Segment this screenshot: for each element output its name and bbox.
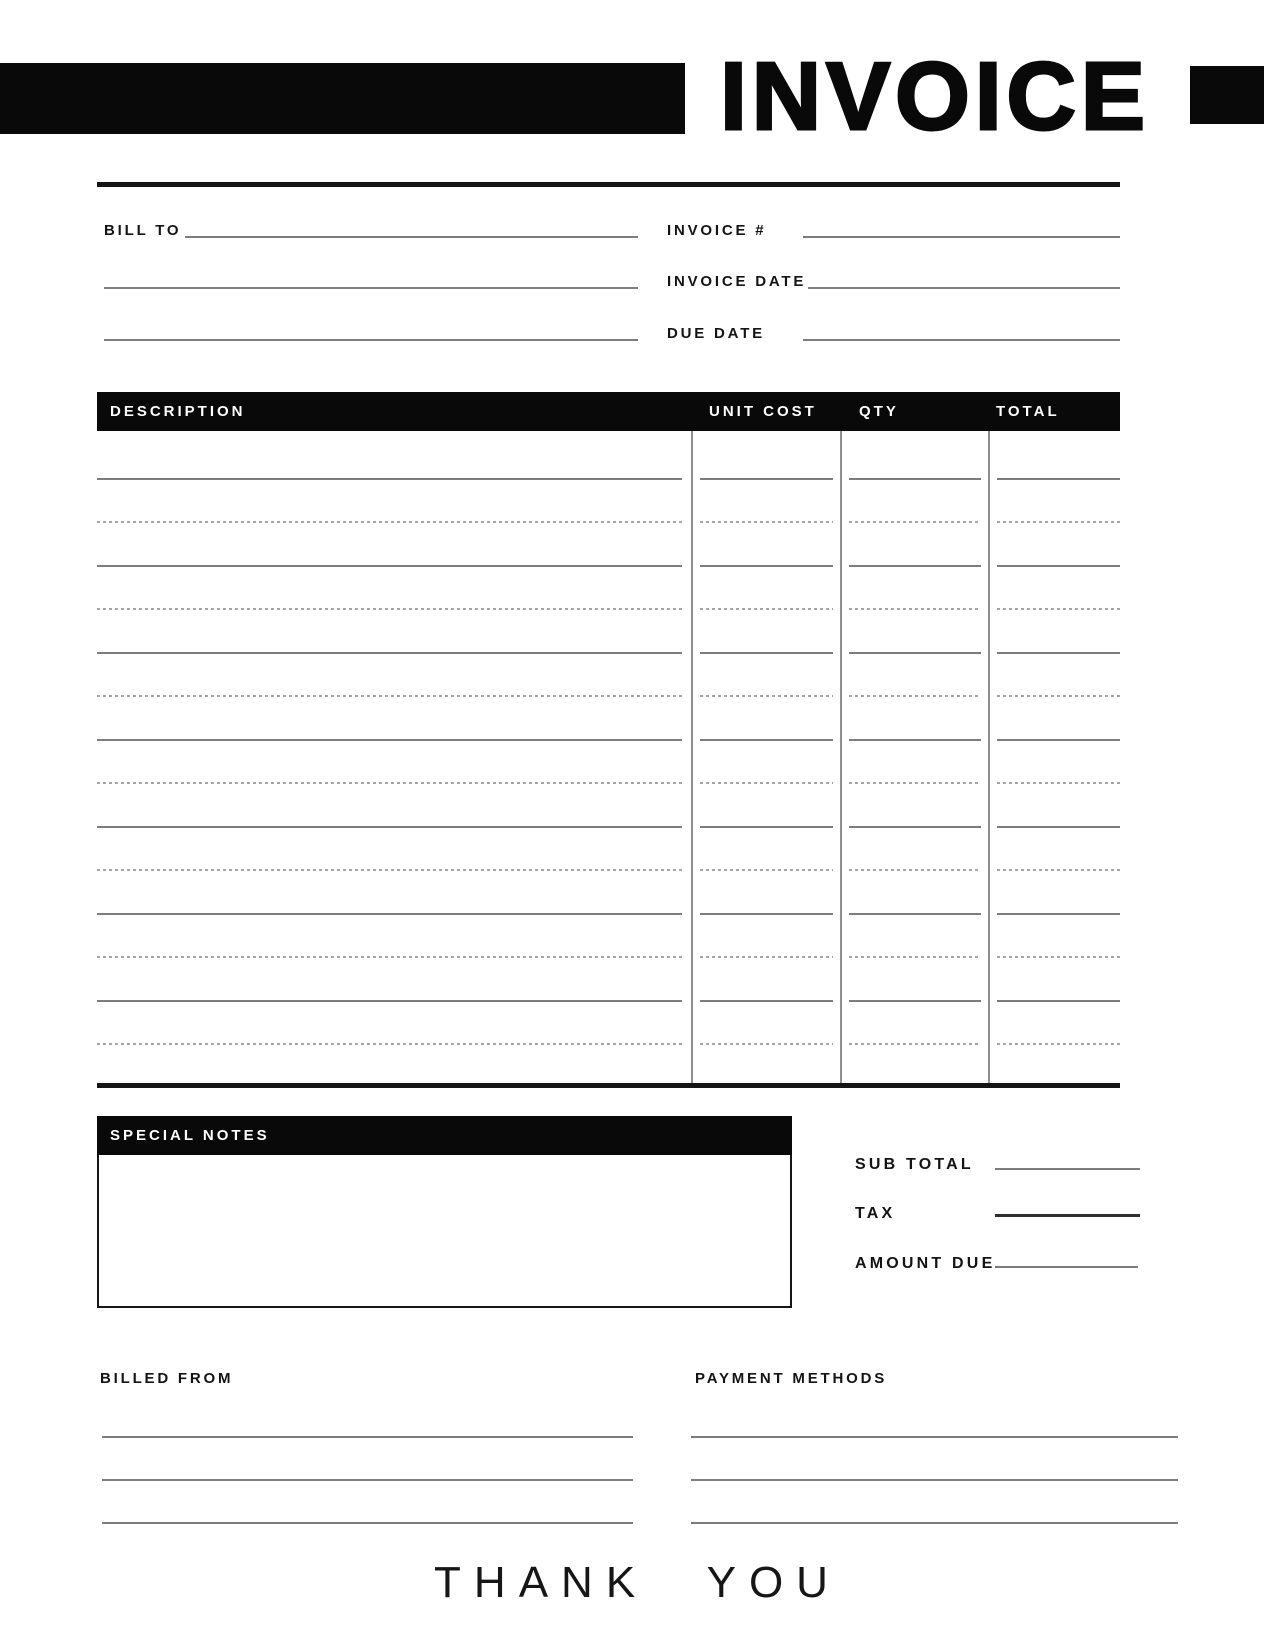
table-row-line [997, 913, 1120, 915]
table-row-line [849, 826, 981, 828]
table-row-line [700, 869, 833, 871]
payment-methods-line-3 [691, 1522, 1178, 1524]
bill-to-line-1 [185, 236, 638, 238]
billed-from-line-1 [102, 1436, 633, 1438]
table-row-line [97, 521, 682, 523]
table-row-line [849, 782, 981, 784]
table-row-line [700, 739, 833, 741]
bill-to-line-3 [104, 339, 638, 341]
table-row-line [700, 565, 833, 567]
table-row-line [97, 652, 682, 654]
table-row-line [997, 1043, 1120, 1045]
special-notes-label: SPECIAL NOTES [110, 1127, 270, 1144]
table-bottom-rule [97, 1083, 1120, 1088]
header-accent-square [1190, 66, 1264, 124]
table-row-line [997, 869, 1120, 871]
table-divider-2 [840, 431, 842, 1083]
table-row-line [849, 478, 981, 480]
table-row-line [97, 739, 682, 741]
table-row-line [849, 695, 981, 697]
table-row-line [849, 521, 981, 523]
table-row-line [97, 782, 682, 784]
table-row-line [849, 1043, 981, 1045]
page-title: INVOICE [720, 43, 1150, 150]
amount-due-label: AMOUNT DUE [855, 1255, 996, 1272]
table-row-line [849, 869, 981, 871]
table-row-line [997, 695, 1120, 697]
table-row-line [700, 695, 833, 697]
table-row-line [997, 608, 1120, 610]
table-row-line [97, 1043, 682, 1045]
invoice-date-line [808, 287, 1120, 289]
table-row-line [997, 826, 1120, 828]
table-row-line [97, 826, 682, 828]
table-row-line [997, 782, 1120, 784]
table-row-line [700, 826, 833, 828]
table-divider-3 [988, 431, 990, 1083]
bill-to-label: BILL TO [104, 222, 182, 239]
table-row-line [849, 608, 981, 610]
table-row-line [849, 739, 981, 741]
payment-methods-label: PAYMENT METHODS [695, 1370, 888, 1387]
table-row-line [97, 869, 682, 871]
table-row-line [700, 652, 833, 654]
table-row-line [997, 956, 1120, 958]
table-row-line [97, 478, 682, 480]
table-row-line [700, 1000, 833, 1002]
header-rule [97, 182, 1120, 187]
amount-due-line [995, 1266, 1138, 1268]
col-header-description: DESCRIPTION [110, 403, 246, 420]
table-row-line [700, 608, 833, 610]
sub-total-label: SUB TOTAL [855, 1156, 974, 1173]
table-row-line [997, 652, 1120, 654]
table-row-line [849, 565, 981, 567]
table-row-line [849, 913, 981, 915]
table-row-line [97, 1000, 682, 1002]
invoice-number-line [803, 236, 1120, 238]
table-row-line [97, 956, 682, 958]
table-row-line [997, 1000, 1120, 1002]
table-row-line [700, 913, 833, 915]
thank-you-text: THANK YOU [434, 1558, 841, 1607]
table-row-line [997, 521, 1120, 523]
table-row-line [700, 956, 833, 958]
payment-methods-line-1 [691, 1436, 1178, 1438]
table-row-line [97, 565, 682, 567]
invoice-date-label: INVOICE DATE [667, 273, 807, 290]
table-row-line [97, 913, 682, 915]
table-row-line [849, 1000, 981, 1002]
bill-to-line-2 [104, 287, 638, 289]
tax-line [995, 1214, 1140, 1217]
table-row-line [700, 782, 833, 784]
table-row-line [997, 478, 1120, 480]
tax-label: TAX [855, 1205, 896, 1222]
billed-from-line-2 [102, 1479, 633, 1481]
header-accent-bar [0, 63, 685, 134]
table-divider-1 [691, 431, 693, 1083]
table-row-line [849, 956, 981, 958]
col-header-qty: QTY [859, 403, 899, 420]
table-row-line [700, 478, 833, 480]
table-row-line [700, 1043, 833, 1045]
special-notes-box [97, 1116, 792, 1308]
due-date-line [803, 339, 1120, 341]
table-row-line [997, 739, 1120, 741]
table-row-line [97, 695, 682, 697]
table-row-line [997, 565, 1120, 567]
special-notes-area [103, 1159, 786, 1302]
table-row-line [700, 521, 833, 523]
sub-total-line [995, 1168, 1140, 1170]
special-notes-header [97, 1116, 792, 1155]
billed-from-line-3 [102, 1522, 633, 1524]
due-date-label: DUE DATE [667, 325, 765, 342]
invoice-number-label: INVOICE # [667, 222, 767, 239]
col-header-unit-cost: UNIT COST [709, 403, 817, 420]
billed-from-label: BILLED FROM [100, 1370, 234, 1387]
col-header-total: TOTAL [996, 403, 1060, 420]
items-table-header [97, 392, 1120, 431]
table-row-line [849, 652, 981, 654]
payment-methods-line-2 [691, 1479, 1178, 1481]
table-row-line [97, 608, 682, 610]
